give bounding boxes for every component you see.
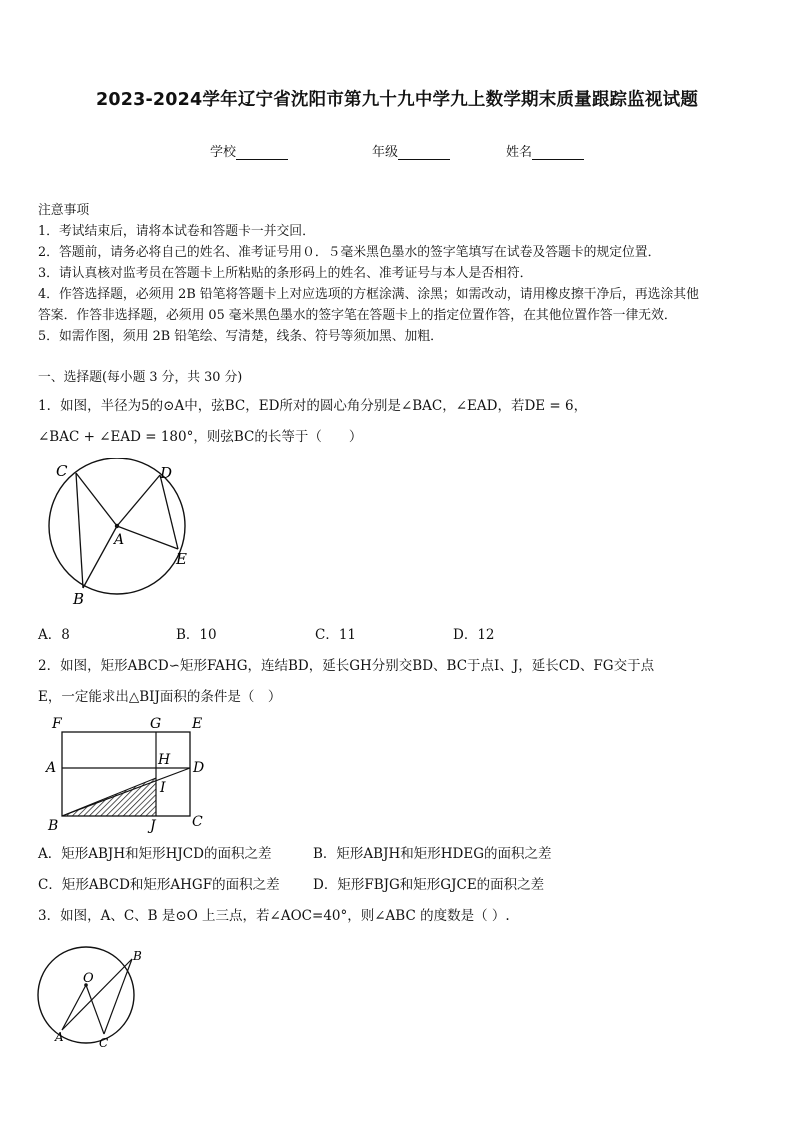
q2-option-b: B．矩形ABJH和矩形HDEG的面积之差 (313, 846, 552, 862)
q1-line-2: ∠BAC + ∠EAD = 180°，则弦BC的长等于（ ） (38, 429, 363, 445)
notice-item-1: 1．考试结束后，请将本试卷和答题卡一并交回． (38, 224, 315, 239)
notice-item-2: 2．答题前，请务必将自己的姓名、准考证号用０．５毫米黑色墨水的签字笔填写在试卷及答题卡的规定位置． (38, 245, 661, 260)
q2-label-a: A (46, 760, 57, 776)
q2-label-f: F (52, 716, 62, 732)
grade-field (372, 141, 450, 160)
q2-option-a: A．矩形ABJH和矩形HJCD的面积之差 (38, 846, 272, 862)
q1-chord-cb (76, 473, 83, 588)
q3-label-a: A (55, 1030, 64, 1044)
page-title: 2023-2024学年辽宁省沈阳市第九十九中学九上数学期末质量跟踪监视试题 (95, 90, 699, 110)
notice-item-4: 4．作答选择题，必须用 2B 铅笔将答题卡上对应选项的方框涂满、涂黑；如需改动，请用橡皮擦干净后，再选涂其他 (38, 287, 699, 302)
q1-chord-ae (117, 526, 178, 549)
name-field (506, 141, 584, 160)
q1-center-dot (115, 524, 119, 528)
notice-item-3: 3．请认真核对监考员在答题卡上所粘贴的条形码上的姓名、准考证号与本人是否相符． (38, 266, 533, 281)
q1-label-a: A (114, 532, 125, 548)
q2-option-d: D．矩形FBJG和矩形GJCE的面积之差 (313, 877, 545, 893)
notice-item-4-cont: 答案．作答非选择题，必须用 05 毫米黑色墨水的签字笔在答题卡上的指定位置作答，在其他位置作答一律无效． (38, 308, 677, 323)
q2-label-g: G (150, 716, 162, 732)
q2-label-d: D (193, 760, 205, 776)
q3-label-o: O (83, 971, 94, 986)
q2-label-h: H (158, 752, 171, 768)
q2-label-e: E (192, 716, 203, 732)
q2-label-j: J (150, 818, 156, 834)
q3-line-ab (62, 959, 132, 1030)
name-label: 姓名 (506, 145, 533, 160)
q2-label-c: C (192, 814, 203, 830)
school-blank (236, 147, 288, 160)
school-field (210, 141, 288, 160)
q1-label-d: D (160, 464, 173, 482)
grade-blank (398, 147, 450, 160)
q3-figure (30, 940, 160, 1052)
q1-figure (40, 458, 200, 608)
q3-line-ao (62, 985, 86, 1030)
q2-label-b: B (48, 818, 59, 834)
q1-chord-ad (117, 475, 160, 526)
q2-figure (40, 712, 220, 834)
q3-circle (38, 947, 134, 1043)
grade-label: 年级 (372, 145, 399, 160)
school-label: 学校 (210, 145, 237, 160)
q3-label-c: C (99, 1036, 109, 1050)
notice-heading: 注意事项 (38, 203, 90, 218)
q1-option-a: A．8 (38, 627, 70, 643)
q1-label-c: C (56, 462, 68, 480)
q3-line-cb (104, 959, 132, 1034)
q2-option-c: C．矩形ABCD和矩形AHGF的面积之差 (38, 877, 280, 893)
q1-chord-ba (83, 526, 117, 588)
q1-label-b: B (73, 590, 85, 608)
q2-line-2: E，一定能求出△BIJ面积的条件是（ ） (38, 689, 282, 705)
name-blank (532, 147, 584, 160)
q1-chord-ca (76, 473, 117, 526)
q1-option-b: B．10 (176, 627, 217, 643)
q1-option-c: C．11 (315, 627, 357, 643)
notice-item-5: 5．如需作图，须用 2B 铅笔绘、写清楚，线条、符号等须加黑、加粗． (38, 329, 443, 344)
q3-label-b: B (133, 949, 142, 963)
q1-line-1: 1．如图，半径为5的⊙A中，弦BC，ED所对的圆心角分别是∠BAC，∠EAD，若DE = 6， (38, 398, 588, 414)
q3-line-1: 3．如图，A、C、B 是⊙O 上三点，若∠AOC=40°，则∠ABC 的度数是（ ）. (38, 908, 510, 924)
section-heading: 一、选择题(每小题 3 分，共 30 分) (38, 370, 243, 385)
q2-label-i: I (160, 780, 166, 796)
q2-line-1: 2．如图，矩形ABCD∽矩形FAHG，连结BD，延长GH分别交BD、BC于点I、J，延长CD、FG交于点 (38, 658, 655, 674)
q1-label-e: E (176, 550, 187, 568)
q1-chord-de (160, 475, 178, 549)
q3-line-oc (86, 985, 104, 1034)
q1-option-d: D．12 (453, 627, 495, 643)
